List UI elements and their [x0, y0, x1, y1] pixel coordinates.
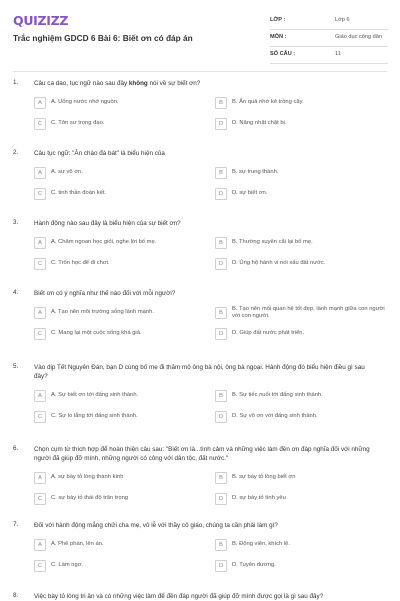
meta-value: Lớp 6	[335, 17, 350, 23]
question-number: 3.	[13, 219, 19, 226]
option-text: D. Giúp đất nước phát triển.	[232, 329, 305, 336]
option-letter-box[interactable]: D	[215, 560, 227, 572]
question-text	[34, 219, 379, 228]
meta-key: SỐ CÂU :	[270, 51, 296, 57]
option-letter-box[interactable]: C	[34, 560, 46, 572]
question-text-part: Biết ơn có ý nghĩa như thế nào đối với mỗi người?	[34, 290, 176, 297]
meta-table	[270, 13, 388, 64]
option-letter-box[interactable]: D	[215, 118, 227, 130]
answer-option[interactable]	[34, 306, 206, 319]
question-text	[34, 521, 379, 530]
option-text: B. Thường xuyên cãi lại bố mẹ.	[232, 238, 313, 245]
option-text: D. Năng nhặt chặt bị.	[232, 119, 287, 126]
option-letter-box[interactable]: C	[34, 258, 46, 270]
option-text: D. Ủng hộ hành vi nói xấu đất nước.	[232, 259, 326, 266]
question-text-part: Vào dịp Tết Nguyên Đán, bạn D cùng bố mẹ đi thăm mộ ông bà nội, ông bà ngoại. Hành động đó biểu hiện điều gì sau đây?	[34, 364, 365, 380]
option-letter-box[interactable]: A	[34, 97, 46, 109]
meta-row-subject	[270, 30, 388, 47]
option-text: C. Sự lo lắng tới đấng sinh thành.	[51, 412, 138, 419]
option-letter-box[interactable]: A	[34, 472, 46, 484]
question-text-part: Chọn cụm từ thích hợp để hoàn thiện câu sau: "Biết ơn là...tình cảm và những việc làm đền ơn đáp nghĩa đối với những người đã giúp đỡ mình, những người có công với dân tộc, đất nước."	[34, 446, 370, 462]
answer-option[interactable]	[34, 236, 206, 249]
option-letter-box[interactable]: C	[34, 411, 46, 423]
answer-option[interactable]	[215, 304, 385, 322]
meta-value: Giáo dục công dân	[335, 34, 382, 40]
option-text: B. sự bày tỏ lòng biết ơn	[232, 473, 296, 480]
meta-key: LỚP :	[270, 17, 286, 23]
option-text: B. sự trung thành.	[232, 168, 279, 175]
answer-option[interactable]	[34, 559, 206, 572]
option-letter-box[interactable]: C	[34, 493, 46, 505]
answer-option[interactable]	[215, 236, 385, 249]
question-text	[34, 445, 379, 463]
option-text: C. tinh thần đoàn kết.	[51, 189, 107, 196]
option-letter-box[interactable]: B	[215, 307, 227, 319]
answer-option[interactable]	[34, 117, 206, 130]
option-text: A. Phê phán, lên án.	[51, 540, 104, 547]
quizizz-logo[interactable]: QUIZIZZ	[13, 13, 69, 28]
option-text: A. Tạo nên môi trường sống lành mạnh.	[51, 308, 154, 315]
answer-option[interactable]	[215, 410, 385, 423]
answer-option[interactable]	[215, 187, 385, 200]
question-text	[34, 149, 379, 158]
option-text: A. sự vô ơn.	[51, 168, 83, 175]
answer-option[interactable]	[215, 389, 385, 402]
option-letter-box[interactable]: C	[34, 118, 46, 130]
answer-option[interactable]	[34, 492, 206, 505]
option-letter-box[interactable]: B	[215, 539, 227, 551]
option-letter-box[interactable]: B	[215, 97, 227, 109]
question-text-part: Việc bày tỏ lòng tri ân và có những việc làm để đền đáp người đã giúp đỡ mình được gọi là gì sau đây?	[34, 593, 324, 600]
option-text: D. sự bày tỏ tình yêu	[232, 494, 286, 501]
option-text: A. Chăm ngoan học giỏi, nghe lời bố mẹ.	[51, 238, 157, 245]
answer-option[interactable]	[34, 166, 206, 179]
answer-option[interactable]	[215, 492, 385, 505]
option-letter-box[interactable]: D	[215, 188, 227, 200]
question-emphasis: không	[128, 80, 148, 87]
option-text: B. Tạo nên mối quan hệ tốt đẹp, lành mạnh giữa con người với con người.	[232, 305, 385, 319]
answer-option[interactable]	[215, 471, 385, 484]
option-letter-box[interactable]: B	[215, 237, 227, 249]
option-text: C. Trốn học để đi chơi.	[51, 259, 110, 266]
option-letter-box[interactable]: A	[34, 237, 46, 249]
answer-option[interactable]	[34, 389, 206, 402]
option-text: B. Ăn quả nhớ kẻ trồng cây.	[232, 98, 304, 105]
option-letter-box[interactable]: D	[215, 328, 227, 340]
meta-value: 11	[335, 51, 341, 57]
answer-option[interactable]	[34, 410, 206, 423]
question-number: 8.	[13, 592, 19, 599]
question-number: 2.	[13, 149, 19, 156]
option-letter-box[interactable]: B	[215, 167, 227, 179]
option-text: A. Sự biết ơn tới đấng sinh thành.	[51, 391, 139, 398]
option-letter-box[interactable]: C	[34, 328, 46, 340]
option-text: C. Mang lại một cuộc sống khá giả.	[51, 329, 142, 336]
option-letter-box[interactable]: B	[215, 390, 227, 402]
option-text: B. Sự tiếc nuối tới đấng sinh thành.	[232, 391, 323, 398]
option-text: D. Sự vô ơn với đấng sinh thành.	[232, 412, 318, 419]
option-text: C. Tôn sư trọng đạo.	[51, 119, 105, 126]
option-letter-box[interactable]: A	[34, 539, 46, 551]
answer-option[interactable]	[34, 96, 206, 109]
answer-option[interactable]	[34, 471, 206, 484]
question-text-part: Hành động nào sau đây là biểu hiện của sự biết ơn?	[34, 220, 181, 227]
question-number: 7.	[13, 521, 19, 528]
answer-option[interactable]	[215, 559, 385, 572]
option-letter-box[interactable]: D	[215, 258, 227, 270]
meta-key: MÔN :	[270, 34, 287, 40]
meta-row-count	[270, 47, 388, 64]
question-number: 6.	[13, 445, 19, 452]
option-letter-box[interactable]: A	[34, 167, 46, 179]
option-letter-box[interactable]: B	[215, 472, 227, 484]
answer-option[interactable]	[215, 96, 385, 109]
header-divider	[13, 71, 387, 72]
option-letter-box[interactable]: D	[215, 493, 227, 505]
answer-option[interactable]	[215, 117, 385, 130]
question-text	[34, 289, 379, 298]
question-number: 5.	[13, 363, 19, 370]
question-number: 1.	[13, 79, 19, 86]
answer-option[interactable]	[215, 257, 385, 270]
answer-option[interactable]	[215, 538, 385, 551]
question-text-part: nói về sự biết ơn?	[147, 80, 201, 87]
answer-option[interactable]	[34, 257, 206, 270]
question-text	[34, 363, 379, 381]
answer-option[interactable]	[215, 327, 385, 340]
option-text: D. Tuyên dương.	[232, 561, 276, 568]
question-text-part: Câu ca dao, tục ngữ nào sau đây	[34, 80, 129, 87]
page-title: Trắc nghiệm GDCD 6 Bài 6: Biết ơn có đáp án	[13, 33, 193, 43]
question-text	[34, 79, 379, 88]
answer-option[interactable]	[215, 166, 385, 179]
option-letter-box[interactable]: A	[34, 390, 46, 402]
question-number: 4.	[13, 289, 19, 296]
option-letter-box[interactable]: C	[34, 188, 46, 200]
option-letter-box[interactable]: A	[34, 307, 46, 319]
option-text: B. Động viên, khích lệ.	[232, 540, 291, 547]
option-letter-box[interactable]: D	[215, 411, 227, 423]
option-text: A. Uống nước nhớ nguồn.	[51, 98, 119, 105]
answer-option[interactable]	[34, 187, 206, 200]
answer-option[interactable]	[34, 538, 206, 551]
option-text: C. sự bày tỏ thái độ trân trọng	[51, 494, 129, 501]
option-text: A. sự bày tỏ lòng thành kính	[51, 473, 124, 480]
meta-row-class	[270, 13, 388, 30]
option-text: C. Làm ngơ.	[51, 561, 84, 568]
question-text-part: Đối với hành động mắng chửi cha mẹ, vô lễ với thầy cô giáo, chúng ta cần phải làm gì?	[34, 522, 278, 529]
option-text: D. sự biết ơn.	[232, 189, 268, 196]
worksheet-header	[0, 0, 400, 66]
answer-option[interactable]	[34, 327, 206, 340]
question-text-part: Câu tục ngữ: "Ăn cháo đá bát" là biểu hiện của	[34, 150, 165, 157]
